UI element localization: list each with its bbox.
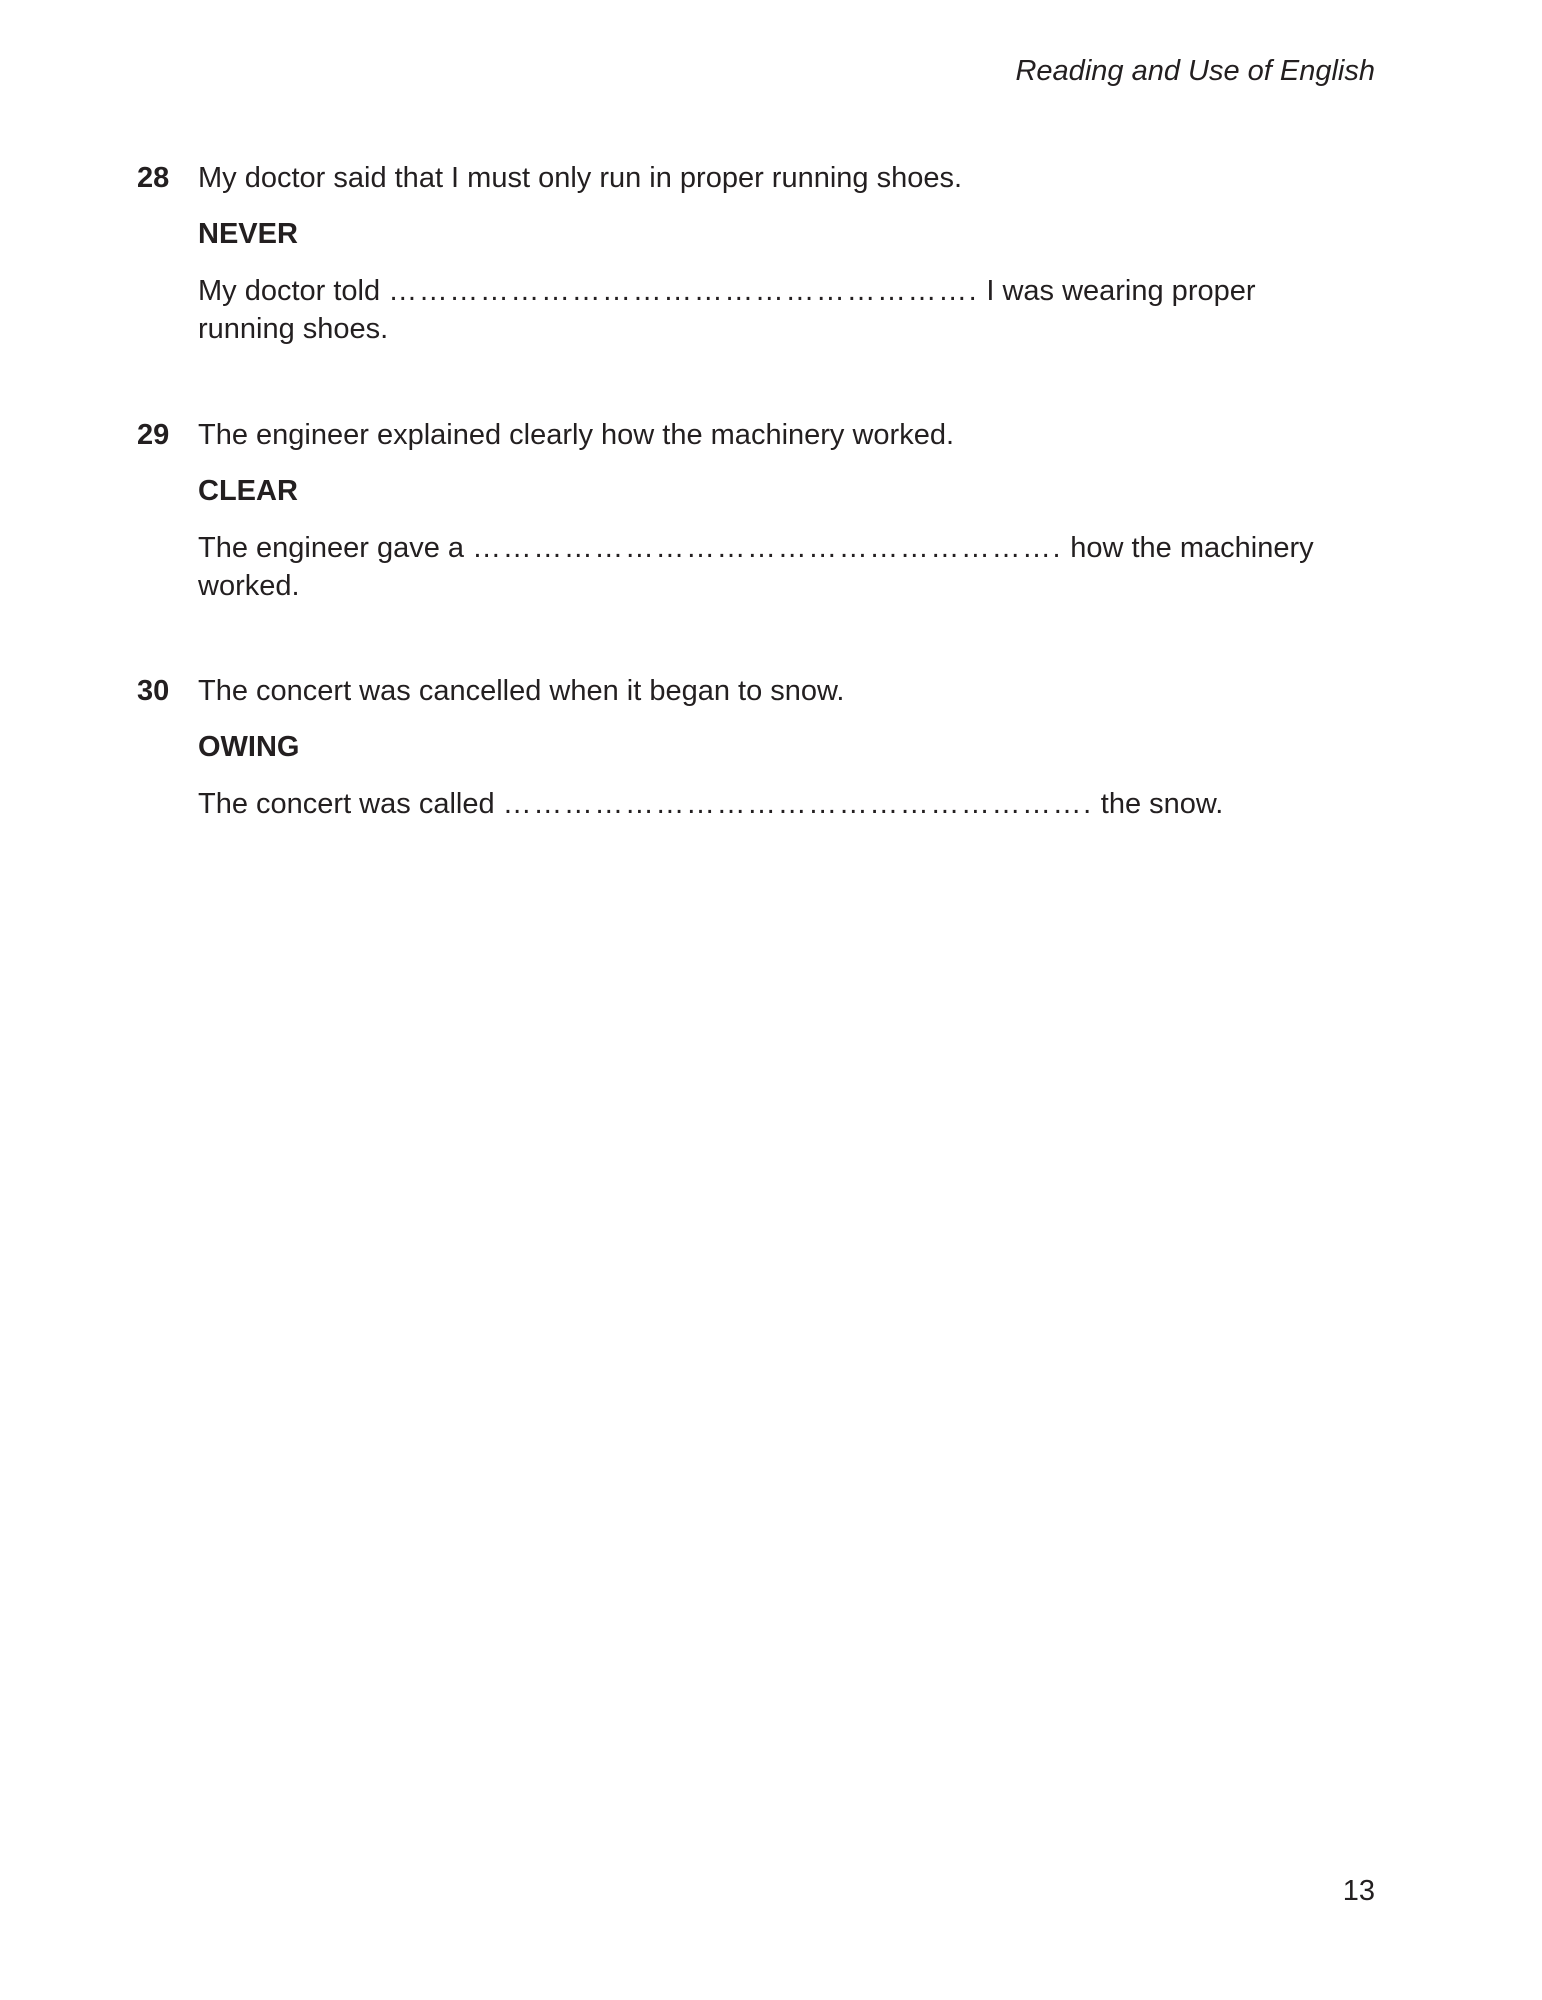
question-30 [137,673,1377,823]
question-number: 28 [137,162,170,194]
answer-gap[interactable]: …………………………………………………. [472,532,1063,564]
answer-sentence [137,529,1325,605]
page-header-section-title: Reading and Use of English [1015,55,1375,87]
answer-end: the snow. [1100,788,1224,820]
question-prompt [137,417,1377,454]
question-number: 29 [137,419,170,451]
question-sentence: The concert was cancelled when it began to snow. [198,675,845,707]
question-29 [137,417,1377,605]
question-prompt [137,160,1377,197]
answer-end: how the machinery worked. [198,532,1314,602]
question-keyword: OWING [198,731,300,763]
question-28 [137,160,1377,348]
question-keyword: CLEAR [198,475,298,507]
answer-start: My doctor told [198,275,381,307]
answer-start: The concert was called [198,788,495,820]
answer-gap[interactable]: …………………………………………………. [388,275,979,307]
question-sentence: The engineer explained clearly how the machinery worked. [198,419,955,451]
answer-end: I was wearing proper running shoes. [198,275,1256,345]
question-prompt [137,673,1377,710]
answer-sentence [137,785,1325,823]
question-sentence: My doctor said that I must only run in proper running shoes. [198,162,963,194]
question-number: 30 [137,675,170,707]
page-number: 13 [1342,1875,1375,1907]
answer-start: The engineer gave a [198,532,465,564]
answer-gap[interactable]: …………………………………………………. [502,788,1093,820]
question-keyword: NEVER [198,218,298,250]
answer-sentence [137,272,1325,348]
